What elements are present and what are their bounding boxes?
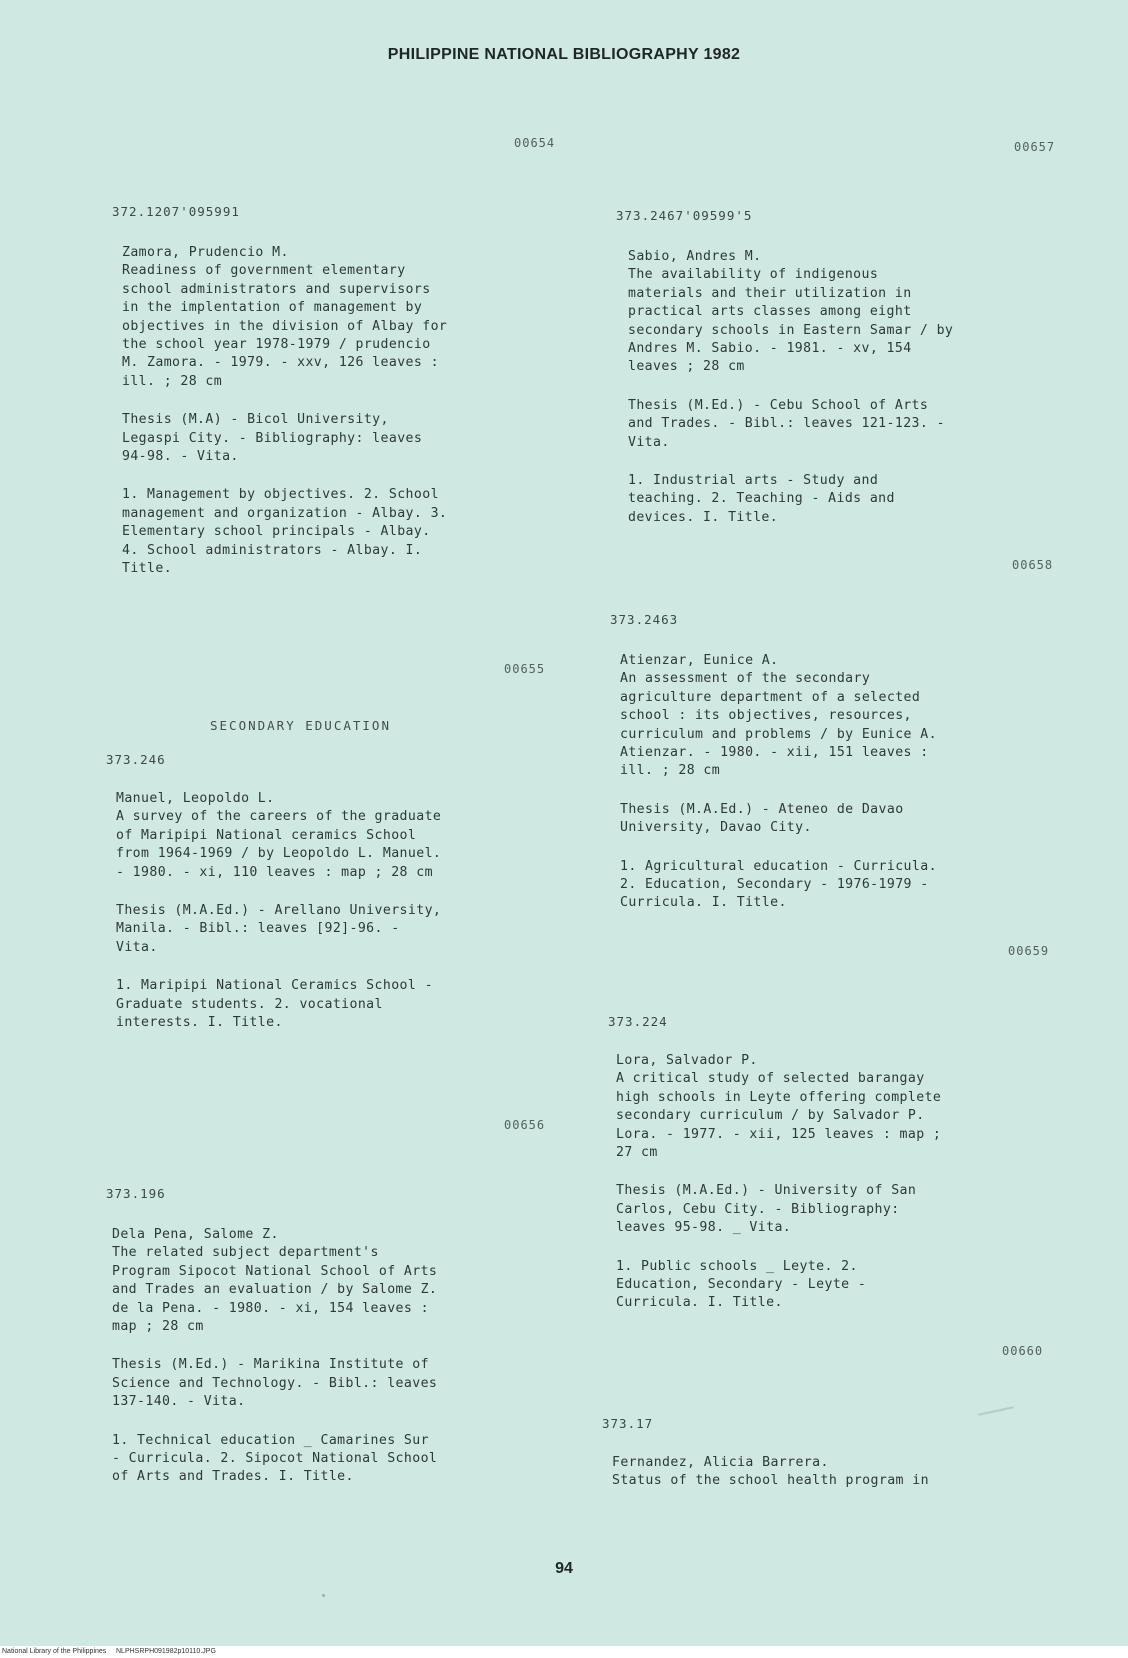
scan-mark	[978, 1406, 1014, 1415]
entry-line: 1. Management by objectives. 2. School	[122, 487, 439, 503]
entry-line: - Curricula. 2. Sipocot National School	[112, 1451, 438, 1467]
entry-line: de la Pena. - 1980. - xi, 154 leaves :	[112, 1300, 429, 1316]
call-number: 373.2467'09599'5	[616, 208, 753, 223]
entry-line: Title.	[122, 561, 173, 577]
entry-line: M. Zamora. - 1979. - xxv, 126 leaves :	[122, 355, 439, 371]
entry-line: Andres M. Sabio. - 1981. - xv, 154	[628, 341, 912, 357]
section-heading: SECONDARY EDUCATION	[210, 718, 391, 733]
entry-line: Thesis (M.A) - Bicol University,	[122, 412, 389, 428]
entry-line: high schools in Leyte offering complete	[616, 1089, 942, 1105]
entry-line: in the implentation of management by	[122, 300, 423, 316]
entry-line: ill. ; 28 cm	[620, 763, 721, 779]
entry-line: agriculture department of a selected	[620, 689, 921, 705]
entry-line: Thesis (M.A.Ed.) - Ateneo de Davao	[620, 801, 904, 817]
entry-line: 1. Maripipi National Ceramics School -	[116, 978, 433, 994]
entry-line: practical arts classes among eight	[628, 304, 912, 320]
entry-line: Lora, Salvador P.	[616, 1053, 758, 1068]
entry-description	[612, 1454, 929, 1491]
bibliographic-entry	[112, 1226, 437, 1487]
entry-line: school administrators and supervisors	[122, 281, 431, 297]
entry-line: 94-98. - Vita.	[122, 449, 239, 465]
entry-description	[116, 790, 441, 882]
entry-line: Education, Secondary - Leyte -	[616, 1277, 867, 1293]
entry-line: Carlos, Cebu City. - Bibliography:	[616, 1201, 900, 1217]
call-number: 373.246	[106, 752, 166, 767]
entry-line: Thesis (M.A.Ed.) - University of San	[616, 1183, 917, 1199]
entry-line: Graduate students. 2. vocational	[116, 996, 383, 1012]
entry-subjects	[628, 472, 953, 527]
entry-line: The availability of indigenous	[628, 267, 879, 283]
bibliographic-entry	[612, 1454, 929, 1491]
bibliographic-entry	[122, 244, 447, 579]
scan-footer: National Library of the Philippines NLPHSRPH091982p10110.JPG	[0, 1646, 1128, 1658]
entry-line: 1. Technical education _ Camarines Sur	[112, 1432, 429, 1448]
call-number: 373.196	[106, 1186, 166, 1201]
record-number: 00658	[1012, 558, 1054, 572]
entry-line: Dela Pena, Salome Z.	[112, 1227, 279, 1242]
entry-notes	[616, 1182, 941, 1237]
call-number: 373.224	[608, 1014, 668, 1029]
record-number: 00660	[1002, 1344, 1044, 1358]
entry-subjects	[112, 1432, 437, 1487]
entry-line: A survey of the careers of the graduate	[116, 809, 442, 825]
entry-line: Manila. - Bibl.: leaves [92]-96. -	[116, 921, 400, 937]
call-number: 372.1207'095991	[112, 204, 240, 219]
entry-notes	[628, 397, 953, 452]
entry-description	[122, 244, 447, 391]
entry-line: of Arts and Trades. I. Title.	[112, 1469, 354, 1485]
entry-description	[112, 1226, 437, 1336]
entry-line: and Trades an evaluation / by Salome Z.	[112, 1282, 438, 1298]
entry-subjects	[122, 486, 447, 578]
entry-notes	[620, 801, 937, 838]
entry-line: of Maripipi National ceramics School	[116, 827, 417, 843]
entry-line: A critical study of selected barangay	[616, 1071, 925, 1087]
entry-line: leaves ; 28 cm	[628, 359, 745, 375]
entry-line: Atienzar. - 1980. - xii, 151 leaves :	[620, 745, 929, 761]
entry-line: Sabio, Andres M.	[628, 249, 762, 264]
record-number: 00659	[1008, 944, 1050, 958]
entry-line: Manuel, Leopoldo L.	[116, 791, 275, 806]
entry-line: 1. Agricultural education - Curricula.	[620, 858, 937, 874]
entry-line: Fernandez, Alicia Barrera.	[612, 1455, 829, 1470]
record-number: 00655	[504, 662, 546, 676]
bibliographic-entry	[628, 248, 953, 527]
entry-line: - 1980. - xi, 110 leaves : map ; 28 cm	[116, 864, 433, 880]
entry-notes	[116, 902, 441, 957]
entry-notes	[122, 411, 447, 466]
entry-line: the school year 1978-1979 / prudencio	[122, 337, 431, 353]
entry-line: curriculum and problems / by Eunice A.	[620, 726, 937, 742]
entry-line: secondary schools in Eastern Samar / by	[628, 322, 954, 338]
page-title: PHILIPPINE NATIONAL BIBLIOGRAPHY 1982	[387, 46, 741, 63]
entry-subjects	[616, 1258, 941, 1313]
entry-line: teaching. 2. Teaching - Aids and	[628, 491, 895, 507]
entry-line: 2. Education, Secondary - 1976-1979 -	[620, 877, 929, 893]
entry-line: secondary curriculum / by Salvador P.	[616, 1108, 925, 1124]
entry-line: ill. ; 28 cm	[122, 373, 223, 389]
entry-line: devices. I. Title.	[628, 509, 779, 525]
entry-line: Curricula. I. Title.	[616, 1295, 783, 1311]
entry-line: objectives in the division of Albay for	[122, 318, 448, 334]
entry-subjects	[620, 858, 937, 913]
entry-line: Legaspi City. - Bibliography: leaves	[122, 430, 423, 446]
entry-line: Zamora, Prudencio M.	[122, 245, 289, 260]
entry-line: and Trades. - Bibl.: leaves 121-123. -	[628, 416, 945, 432]
call-number: 373.2463	[610, 612, 679, 627]
entry-line: Curricula. I. Title.	[620, 895, 787, 911]
entry-notes	[112, 1356, 437, 1411]
record-number: 00654	[514, 136, 556, 150]
entry-line: map ; 28 cm	[112, 1319, 204, 1335]
entry-line: Thesis (M.Ed.) - Marikina Institute of	[112, 1357, 429, 1373]
record-number: 00657	[1014, 140, 1056, 154]
entry-line: school : its objectives, resources,	[620, 708, 912, 724]
entry-line: 4. School administrators - Albay. I.	[122, 542, 423, 558]
entry-line: Science and Technology. - Bibl.: leaves	[112, 1375, 438, 1391]
record-number: 00656	[504, 1118, 546, 1132]
entry-line: Program Sipocot National School of Arts	[112, 1263, 438, 1279]
entry-line: 137-140. - Vita.	[112, 1394, 246, 1410]
page-number: 94	[555, 1560, 573, 1577]
entry-line: An assessment of the secondary	[620, 671, 871, 687]
entry-line: Status of the school health program in	[612, 1473, 929, 1489]
bibliographic-entry	[620, 652, 937, 913]
scan-speck	[322, 1594, 325, 1597]
entry-line: materials and their utilization in	[628, 285, 912, 301]
entry-line: Vita.	[116, 939, 158, 955]
entry-line: Elementary school principals - Albay.	[122, 524, 431, 540]
entry-line: leaves 95-98. _ Vita.	[616, 1220, 792, 1236]
entry-line: management and organization - Albay. 3.	[122, 505, 448, 521]
entry-line: 1. Public schools _ Leyte. 2.	[616, 1258, 858, 1274]
entry-line: from 1964-1969 / by Leopoldo L. Manuel.	[116, 846, 442, 862]
entry-line: 27 cm	[616, 1145, 658, 1161]
entry-description	[620, 652, 937, 781]
entry-line: Thesis (M.A.Ed.) - Arellano University,	[116, 903, 442, 919]
bibliographic-entry	[116, 790, 441, 1032]
entry-description	[628, 248, 953, 377]
entry-line: interests. I. Title.	[116, 1015, 283, 1031]
entry-line: Readiness of government elementary	[122, 263, 406, 279]
call-number: 373.17	[602, 1416, 654, 1431]
entry-description	[616, 1052, 941, 1162]
entry-line: 1. Industrial arts - Study and	[628, 473, 879, 489]
entry-line: Vita.	[628, 434, 670, 450]
bibliographic-entry	[616, 1052, 941, 1313]
entry-line: University, Davao City.	[620, 820, 812, 836]
entry-line: Atienzar, Eunice A.	[620, 653, 779, 668]
entry-subjects	[116, 977, 441, 1032]
entry-line: Thesis (M.Ed.) - Cebu School of Arts	[628, 397, 929, 413]
entry-line: The related subject department's	[112, 1245, 379, 1261]
entry-line: Lora. - 1977. - xii, 125 leaves : map ;	[616, 1126, 942, 1142]
